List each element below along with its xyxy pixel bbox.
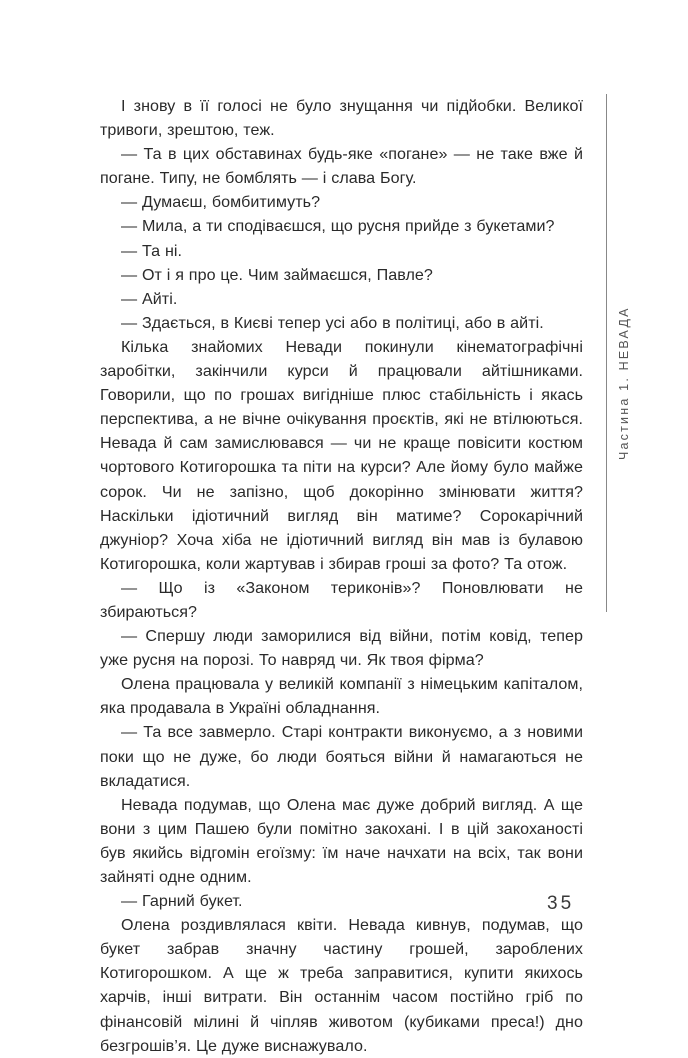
paragraph: І знову в її голосі не було знущання чи підйобки. Великої тривоги, зрештою, теж. bbox=[100, 97, 583, 140]
paragraph: — Думаєш, бомбитимуть? bbox=[121, 193, 321, 212]
paragraph: — Що із «Законом териконів»? Поновлювати не збираються? bbox=[100, 578, 583, 621]
paragraph: — Мила, а ти сподіваєшся, що русня прийде з букетами? bbox=[121, 217, 555, 236]
paragraph: — Та все завмерло. Старі контракти виконуємо, а з новими поки що не дуже, бо люди бояться війни й намагаються не вкладатися. bbox=[100, 723, 583, 790]
paragraph: Олена працювала у великій компанії з німецьким капіталом, яка продавала в Україні обладнання. bbox=[100, 675, 583, 718]
paragraph: — Спершу люди заморилися від війни, потім ковід, тепер уже русня на порозі. То навряд чи. Як твоя фірма? bbox=[100, 627, 583, 670]
paragraph: — Айті. bbox=[121, 289, 178, 308]
paragraph: — Гарний букет. bbox=[121, 892, 243, 911]
page-number: 35 bbox=[547, 893, 575, 914]
paragraph: — Здається, в Києві тепер усі або в політиці, або в айті. bbox=[121, 313, 544, 332]
paragraph: — Та в цих обставинах будь-яке «погане» — не таке вже й погане. Типу, не бомблять — і слава Богу. bbox=[100, 145, 583, 188]
book-text bbox=[100, 94, 583, 1058]
paragraph: Невада подумав, що Олена має дуже добрий вигляд. А ще вони з цим Пашею були помітно закохані. І в цій закоханості був якийсь відгомін егоїзму: їм наче начхати на всіх, так вони зайняті одне одним. bbox=[100, 795, 583, 886]
paragraph: Кілька знайомих Невади покинули кінематографічні заробітки, закінчили курси й працювали айтішниками. Говорили, що по грошах вигідніше плюс стабільність і якась перспектива, а не вічне очікування проєктів, які не втілюються. Невада й сам замислювався — чи не краще повісити костюм чортового Котигорошка та піти на курси? Але йому було майже сорок. Чи не запізно, щоб докорінно змінювати життя? Наскільки ідіотичний вигляд він матиме? Сорокарічний джуніор? Хоча хіба не ідіотичний вигляд він мав із булавою Котигорошка, коли жартував і збирав гроші за фото? Та отож. bbox=[100, 337, 583, 573]
paragraph: — От і я про це. Чим займаєшся, Павле? bbox=[121, 265, 433, 284]
running-head bbox=[614, 260, 634, 460]
paragraph: — Та ні. bbox=[121, 241, 183, 260]
paragraph: Олена роздивлялася квіти. Невада кивнув, подумав, що букет забрав значну частину грошей, зароблених Котигорошком. А ще ж треба заправитися, купити якихось харчів, інші витрати. Він останнім часом постійно гріб по фінансовій мілині й чіпляв животом (кубиками преса!) дно безгрошів’я. Це дуже виснажувало. bbox=[100, 916, 583, 1055]
running-head-text: Частина 1. НЕВАДА bbox=[617, 306, 631, 460]
running-head-divider bbox=[606, 94, 607, 612]
